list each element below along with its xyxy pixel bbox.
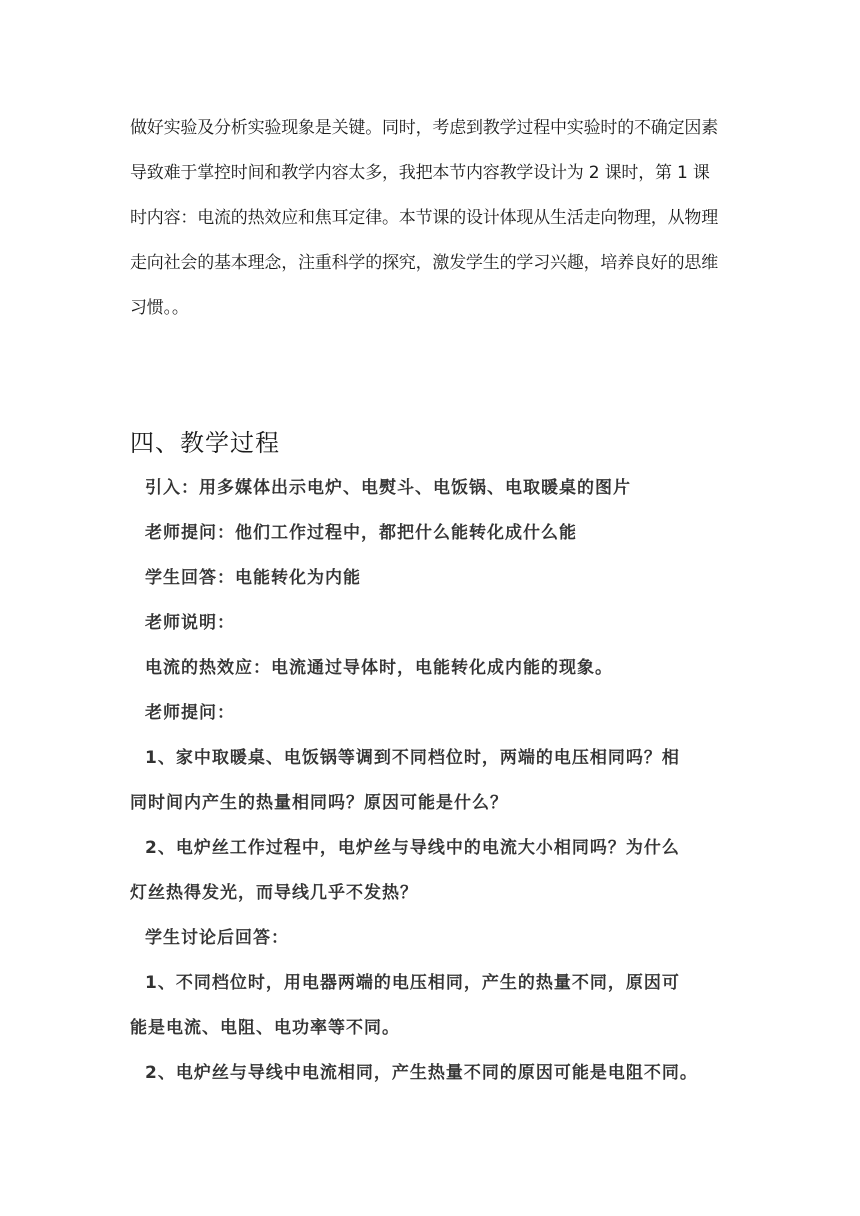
intro-line-3: 时内容：电流的热效应和焦耳定律。本节课的设计体现从生活走向物理，从物理 xyxy=(130,208,718,228)
question-1-line-1: 1、家中取暖桌、电饭锅等调到不同档位时，两端的电压相同吗？相 xyxy=(145,748,680,768)
teacher-question: 老师提问：他们工作过程中，都把什么能转化成什么能 xyxy=(145,523,577,543)
student-discussion: 学生讨论后回答： xyxy=(145,928,289,948)
intro-statement: 引入：用多媒体出示电炉、电熨斗、电饭锅、电取暖桌的图片 xyxy=(145,478,631,498)
intro-line-1: 做好实验及分析实验现象是关键。同时，考虑到教学过程中实验时的不确定因素 xyxy=(130,118,718,138)
teacher-explanation: 老师说明： xyxy=(145,613,235,633)
heat-effect-definition: 电流的热效应：电流通过导体时，电能转化成内能的现象。 xyxy=(145,658,613,678)
answer-1-line-1: 1、不同档位时，用电器两端的电压相同，产生的热量不同，原因可 xyxy=(145,973,680,993)
answer-1-line-2: 能是电流、电阻、电功率等不同。 xyxy=(130,1018,400,1038)
intro-line-2: 导致难于掌控时间和教学内容太多，我把本节内容教学设计为 2 课时，第 1 课 xyxy=(130,163,710,183)
question-2-line-2: 灯丝热得发光，而导线几乎不发热？ xyxy=(130,883,418,903)
question-1-line-2: 同时间内产生的热量相同吗？原因可能是什么？ xyxy=(130,793,508,813)
intro-line-4: 走向社会的基本理念，注重科学的探究，激发学生的学习兴趣，培养良好的思维 xyxy=(130,253,718,273)
intro-line-5: 习惯。。 xyxy=(130,298,189,318)
question-2-line-1: 2、电炉丝工作过程中，电炉丝与导线中的电流大小相同吗？为什么 xyxy=(145,838,680,858)
answer-2-line-1: 2、电炉丝与导线中电流相同，产生热量不同的原因可能是电阻不同。 xyxy=(145,1063,698,1083)
teacher-question-2: 老师提问： xyxy=(145,703,235,723)
student-answer: 学生回答：电能转化为内能 xyxy=(145,568,361,588)
section-heading: 四、教学过程 xyxy=(130,429,280,457)
